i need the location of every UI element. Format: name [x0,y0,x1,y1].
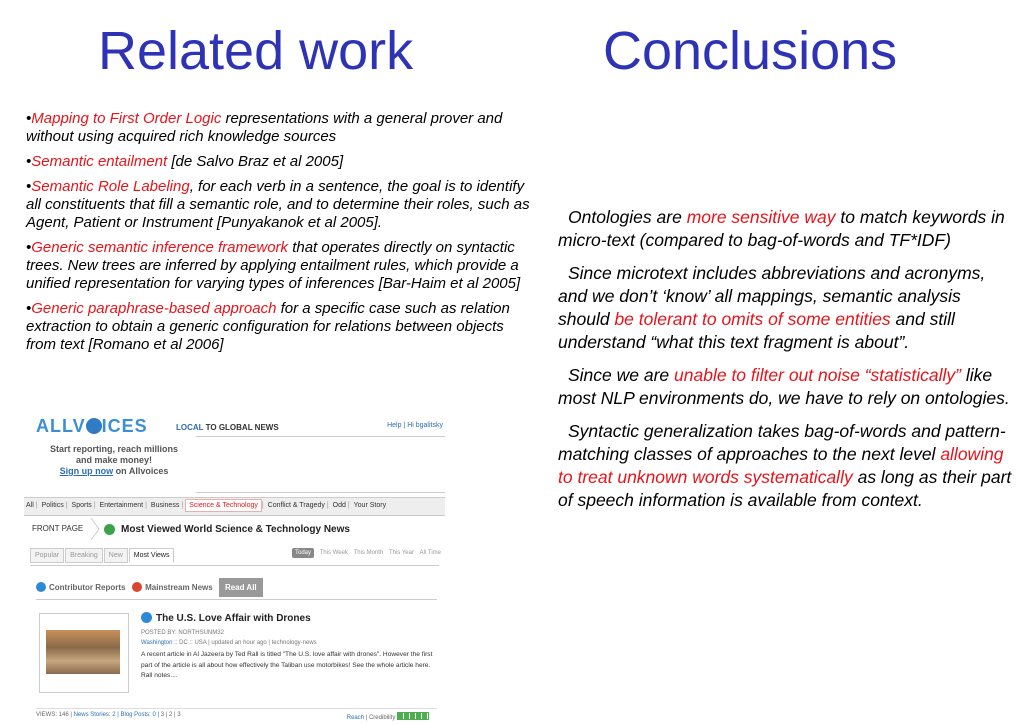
nav-item-politics[interactable]: Politics [41,502,64,509]
nav-separator: | [347,502,350,509]
tagline [176,423,279,432]
chevron-right-icon [89,518,101,540]
related-item-highlight: Generic semantic inference framework [31,239,289,256]
filter-today[interactable]: Today [292,548,314,558]
signup-promo [34,444,194,477]
nav-item-science-technology[interactable]: Science & Technology [185,499,262,512]
tab-contributor-reports[interactable]: Contributor Reports [49,583,126,592]
views-count: VIEWS: 146 | [36,712,74,718]
related-item-text: [de Salvo Braz et al 2005] [167,153,344,170]
tab-popular[interactable]: Popular [30,548,64,563]
related-item [26,153,531,171]
conclusion-item [558,364,1013,410]
article-stats [36,708,437,724]
conclusion-text: and still understand “what this text fragment is about”. [558,309,955,352]
logo-text-start: ALLV [36,416,86,436]
conclusion-highlight: more sensitive way [686,207,836,227]
conclusion-item [558,420,1013,512]
related-item [26,178,531,232]
allvoices-screenshot [24,412,445,724]
reach-link[interactable]: Reach [346,715,365,721]
related-item [26,110,531,146]
bullet: • [26,153,32,170]
nav-separator: | [261,502,264,509]
promo-line: and make money! [75,455,153,465]
related-item-highlight: Semantic entailment [31,153,168,170]
related-item-text: , for each verb in a sentence, the goal is to identify all constituents that fill a semantic role, and to determine their roles, such as Agent, Patient or Instrument [Punyakanok et al 2005]. [26,178,530,231]
bullet: • [26,110,32,127]
tab-most-views[interactable]: Most Views [129,548,175,563]
posted-by: POSTED BY: NORTHSUNM32 [141,630,224,636]
allvoices-logo [36,416,148,437]
filter-this-week[interactable]: This Week [319,550,348,556]
divider [36,599,437,600]
media-counts: 3 | 2 | 3 [160,712,181,718]
bullet: • [26,239,32,256]
view-tabs [30,548,175,564]
tagline-local: LOCAL [176,423,204,432]
article-title[interactable]: The U.S. Love Affair with Drones [156,613,311,624]
related-item-highlight: Mapping to First Order Logic [31,110,222,127]
title-related-work: Related work [98,21,414,81]
promo-signup-row [34,466,194,477]
article-location [141,640,317,646]
signup-link[interactable]: Sign up now [59,466,114,476]
nav-item-business[interactable]: Business [150,502,180,509]
nav-item-odd[interactable]: Odd [332,502,346,509]
section-title: Most Viewed World Science & Technology News [121,524,350,535]
contributor-icon [141,612,152,623]
filter-this-month[interactable]: This Month [353,550,384,556]
related-item-text: for a specific case such as relation extraction to obtain a generic configuration for relations between objects from text [Romano et al 2006] [26,300,510,353]
article-title-row [141,612,311,624]
source-tabs [36,578,263,597]
front-page-link[interactable]: FRONT PAGE [32,524,84,533]
globe-icon [86,418,102,434]
location-meta: :: DC :: USA | updated an hour ago | technology-news [172,640,317,646]
contributor-icon [36,582,46,592]
conclusion-text: as long as their part of speech information is available from context. [558,467,1012,510]
tagline-rest: TO GLOBAL NEWS [203,423,279,432]
nav-separator: | [181,502,184,509]
article-excerpt: A recent article in Al Jazeera by Ted Rall is titled "The U.S. love affair with drones". However the first part of the article is all about how effectively the Taliban use motorbikes! See the whole article here. Rall notes.... [141,651,433,679]
nav-separator: | [65,502,68,509]
promo-line: Start reporting, reach millions [49,444,179,454]
conclusion-text: Syntactic generalization takes bag-of-words and pattern-matching classes of approaches to the next level [558,421,1006,464]
breadcrumb [24,518,445,540]
reach-credibility [347,712,429,721]
tab-new[interactable]: New [104,548,128,563]
conclusion-highlight: allowing to treat unknown words systematically [558,444,1004,487]
nav-separator: | [326,502,329,509]
related-work-list [26,110,531,361]
article-photo [46,630,120,674]
divider [196,436,445,437]
filter-all-time[interactable]: All Time [419,550,441,556]
related-item-text: representations with a general prover and without using acquired rich knowledge sources [26,110,503,145]
location-city[interactable]: Washington [141,640,173,646]
story-links[interactable]: News Stories: 2 | Blog Posts: 0 | [73,712,161,718]
article-thumbnail[interactable] [39,613,129,693]
title-conclusions: Conclusions [603,21,898,81]
conclusion-highlight: be tolerant to omits of some entities [614,309,891,329]
conclusion-text: Ontologies are [568,207,687,227]
related-item-highlight: Semantic Role Labeling [31,178,190,195]
nav-separator: | [35,502,38,509]
conclusions-list [558,206,1013,522]
conclusion-text: to match keywords in micro-text (compared to bag-of-words and TF*IDF) [558,207,1005,250]
mainstream-icon [132,582,142,592]
filter-this-year[interactable]: This Year [388,550,414,556]
nav-separator: | [145,502,147,509]
credibility-meter [397,712,429,720]
time-filters [288,550,441,556]
nav-separator: | [93,502,96,509]
nav-item-sports[interactable]: Sports [71,502,92,509]
promo-on-text: on Allvoices [113,466,169,476]
related-item [26,300,531,354]
tab-mainstream-news[interactable]: Mainstream News [145,583,213,592]
conclusion-item [558,262,1013,354]
nav-item-conflict-tragedy[interactable]: Conflict & Tragedy [267,502,325,509]
conclusion-item [558,206,1013,252]
nav-item-entertainment[interactable]: Entertainment [99,502,144,509]
related-item-text: that operates directly on syntactic trees. New trees are inferred by applying entailment rules, which provide a unified representation for varying types of inferences [Bar-Haim et al 2005] [26,239,521,292]
most-viewed-icon [104,524,115,535]
help-user-links[interactable]: Help | Hi bgalitsky [387,422,443,429]
credibility-label: | Credibility [365,715,396,721]
bullet: • [26,300,32,317]
conclusion-text: Since we are [568,365,675,385]
divider [30,565,439,566]
bullet: • [26,178,32,195]
nav-item-your-story[interactable]: Your Story [353,502,387,509]
category-nav [24,497,445,516]
related-item-highlight: Generic paraphrase-based approach [31,300,277,317]
divider [196,492,445,493]
logo-text-end: ICES [101,416,148,436]
tab-breaking[interactable]: Breaking [65,548,103,563]
read-all-button[interactable]: Read All [219,578,263,597]
related-item [26,239,531,293]
nav-item-all[interactable]: All [26,502,34,509]
conclusion-text: like most NLP environments do, we have to rely on ontologies. [558,365,1010,408]
conclusion-highlight: unable to filter out noise “statistically” [674,365,961,385]
conclusion-text: Since microtext includes abbreviations and acronyms, and we don’t ‘know’ all mappings, semantic analysis should [558,263,986,329]
